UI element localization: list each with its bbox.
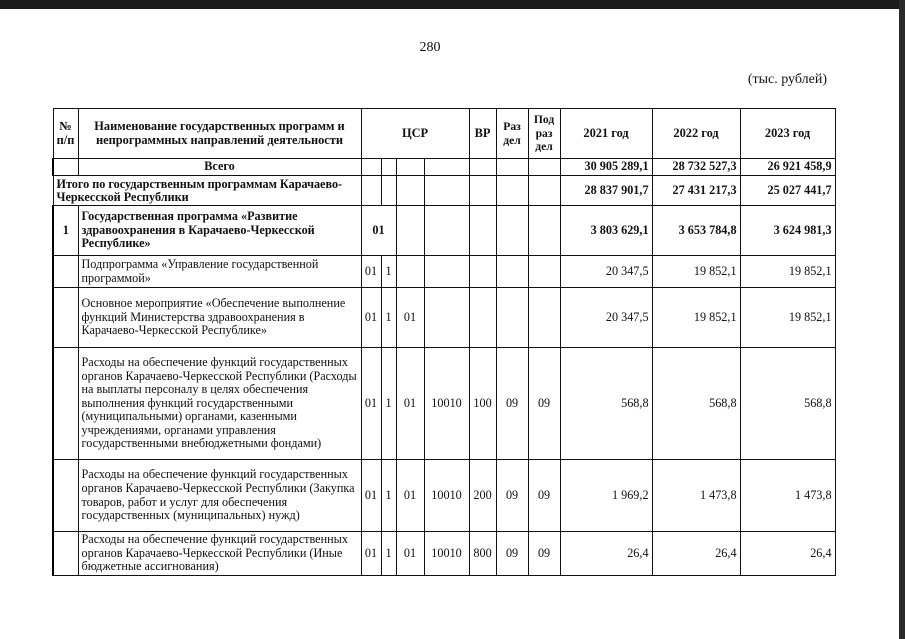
row-num	[53, 256, 78, 288]
row-2021: 568,8	[560, 348, 652, 460]
row-name: Государственная программа «Развитие здравоохранения в Карачаево-Черкесской Республике»	[78, 206, 361, 256]
row-vr: 100	[469, 348, 496, 460]
table-row	[53, 288, 835, 348]
row-2022: 3 653 784,8	[652, 206, 740, 256]
row-csr-program: 01	[361, 288, 381, 348]
row-num	[53, 348, 78, 460]
scan-border-right	[899, 0, 905, 639]
row-2023: 25 027 441,7	[740, 176, 835, 206]
row-csr-subprogram: 1	[381, 348, 396, 460]
col-header-razdel: Раз дел	[496, 109, 528, 159]
row-podrazdel	[528, 176, 560, 206]
row-csr-direction	[424, 288, 469, 348]
row-csr-program: 01	[361, 460, 381, 532]
row-vr	[469, 288, 496, 348]
col-header-podrazdel: Под раз дел	[528, 109, 560, 159]
col-header-name: Наименование государственных программ и непрограммных направлений деятельности	[78, 109, 361, 159]
row-podrazdel	[528, 288, 560, 348]
col-header-num: № п/п	[53, 109, 78, 159]
row-2022: 26,4	[652, 532, 740, 576]
row-csr-event: 01	[396, 460, 424, 532]
row-name: Расходы на обеспечение функций государственных органов Карачаево-Черкесской Республики (Закупка товаров, работ и услуг для обеспечения государственных (муниципальных) нужд)	[78, 460, 361, 532]
row-csr-event: 01	[396, 288, 424, 348]
row-name: Всего	[78, 159, 361, 176]
row-csr-direction	[424, 256, 469, 288]
row-vr	[469, 256, 496, 288]
row-2021: 20 347,5	[560, 288, 652, 348]
header-row	[53, 109, 835, 159]
row-2021: 28 837 901,7	[560, 176, 652, 206]
row-csr-event	[396, 206, 424, 256]
row-csr-direction: 10010	[424, 532, 469, 576]
row-2022: 27 431 217,3	[652, 176, 740, 206]
row-csr-program: 01	[361, 348, 381, 460]
row-2021: 20 347,5	[560, 256, 652, 288]
row-2022: 19 852,1	[652, 288, 740, 348]
row-csr-program: 01	[361, 532, 381, 576]
row-2023: 1 473,8	[740, 460, 835, 532]
col-header-2023: 2023 год	[740, 109, 835, 159]
row-podrazdel: 09	[528, 532, 560, 576]
row-name: Итого по государственным программам Карачаево-Черкесской Республики	[53, 176, 361, 206]
scan-border-top	[0, 0, 905, 9]
row-2022: 28 732 527,3	[652, 159, 740, 176]
row-podrazdel	[528, 256, 560, 288]
col-header-2022: 2022 год	[652, 109, 740, 159]
row-csr-event: 01	[396, 348, 424, 460]
row-csr-subprogram: 1	[381, 288, 396, 348]
row-2023: 26,4	[740, 532, 835, 576]
row-csr-subprogram	[381, 176, 396, 206]
row-name: Расходы на обеспечение функций государственных органов Карачаево-Черкесской Республики (Расходы на выплаты персоналу в целях обеспечения выполнения функций государственными (муниципальными) органами, казенными учреждениями, органами управления государственными внебюджетными фондами)	[78, 348, 361, 460]
table-row	[53, 256, 835, 288]
row-vr	[469, 159, 496, 176]
row-2023: 19 852,1	[740, 288, 835, 348]
row-csr-direction	[424, 176, 469, 206]
row-csr-direction: 10010	[424, 348, 469, 460]
row-podrazdel	[528, 206, 560, 256]
row-csr-program	[361, 176, 381, 206]
row-name: Расходы на обеспечение функций государственных органов Карачаево-Черкесской Республики (Иные бюджетные ассигнования)	[78, 532, 361, 576]
row-csr-event	[396, 176, 424, 206]
row-csr-event: 01	[396, 532, 424, 576]
row-csr-subprogram	[381, 159, 396, 176]
row-csr-subprogram: 1	[381, 256, 396, 288]
col-header-csr: ЦСР	[361, 109, 469, 159]
row-podrazdel	[528, 159, 560, 176]
row-csr-subprogram: 1	[381, 532, 396, 576]
row-razdel	[496, 206, 528, 256]
row-2021: 30 905 289,1	[560, 159, 652, 176]
row-vr: 800	[469, 532, 496, 576]
row-csr-subprogram: 1	[381, 460, 396, 532]
row-2022: 568,8	[652, 348, 740, 460]
row-2021: 1 969,2	[560, 460, 652, 532]
row-name: Подпрограмма «Управление государственной программой»	[78, 256, 361, 288]
table-row	[53, 348, 835, 460]
row-csr-event	[396, 256, 424, 288]
row-csr-program: 01	[361, 206, 396, 256]
row-num: 1	[53, 206, 78, 256]
row-podrazdel: 09	[528, 348, 560, 460]
row-csr-program: 01	[361, 256, 381, 288]
row-razdel: 09	[496, 532, 528, 576]
row-2023: 19 852,1	[740, 256, 835, 288]
row-csr-direction	[424, 159, 469, 176]
row-razdel	[496, 256, 528, 288]
row-num	[53, 460, 78, 532]
row-name: Основное мероприятие «Обеспечение выполнение функций Министерства здравоохранения в Карачаево-Черкесской Республике»	[78, 288, 361, 348]
table-row	[53, 176, 835, 206]
page-number: 280	[419, 40, 441, 55]
table-row	[53, 460, 835, 532]
row-2021: 3 803 629,1	[560, 206, 652, 256]
row-csr-direction: 10010	[424, 460, 469, 532]
budget-table	[52, 108, 836, 576]
table-row	[53, 159, 835, 176]
row-razdel: 09	[496, 460, 528, 532]
row-podrazdel: 09	[528, 460, 560, 532]
row-2023: 568,8	[740, 348, 835, 460]
row-2021: 26,4	[560, 532, 652, 576]
row-vr: 200	[469, 460, 496, 532]
row-num	[53, 532, 78, 576]
row-2022: 1 473,8	[652, 460, 740, 532]
row-razdel	[496, 176, 528, 206]
row-razdel: 09	[496, 348, 528, 460]
units-label: (тыс. рублей)	[747, 72, 827, 87]
row-csr-direction	[424, 206, 469, 256]
row-csr-program	[361, 159, 381, 176]
table-row	[53, 532, 835, 576]
row-vr	[469, 176, 496, 206]
row-2022: 19 852,1	[652, 256, 740, 288]
row-2023: 3 624 981,3	[740, 206, 835, 256]
col-header-2021: 2021 год	[560, 109, 652, 159]
row-razdel	[496, 159, 528, 176]
row-2023: 26 921 458,9	[740, 159, 835, 176]
row-csr-event	[396, 159, 424, 176]
row-vr	[469, 206, 496, 256]
table-row	[53, 206, 835, 256]
row-num	[53, 288, 78, 348]
row-num	[53, 159, 78, 176]
col-header-vr: ВР	[469, 109, 496, 159]
row-razdel	[496, 288, 528, 348]
